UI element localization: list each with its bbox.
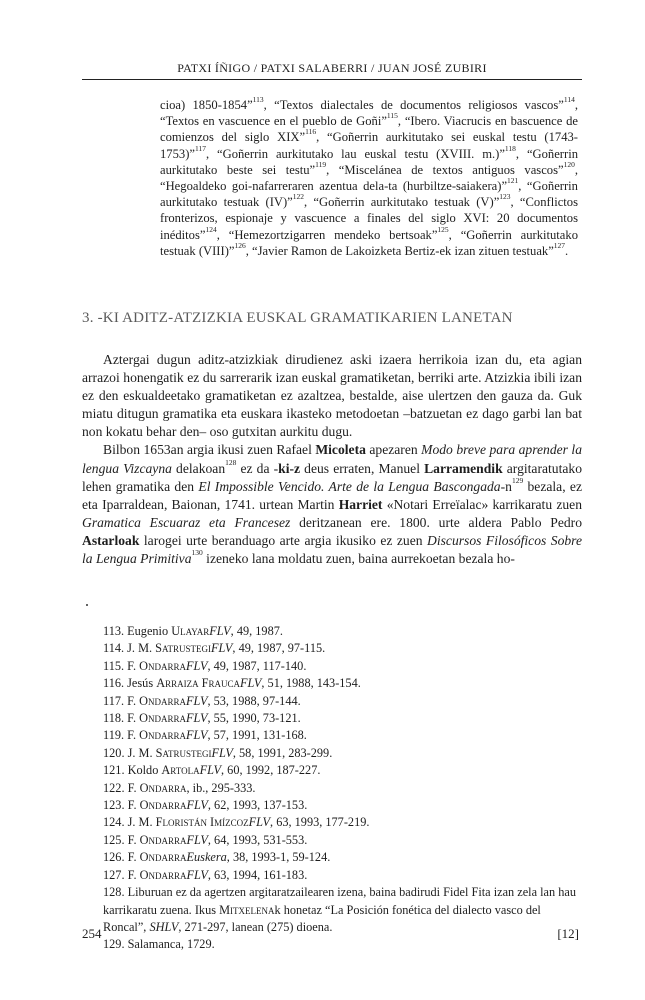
footnote-item: [82, 710, 582, 727]
footnote-details: , 63, 1993, 177-219.: [270, 815, 370, 830]
footnote-author-surname: Ulayar: [171, 624, 210, 638]
footnote-item: [82, 640, 582, 657]
page-number: 254: [82, 926, 102, 941]
footnote-128: 128. Liburuan ez da agertzen argitaratzailearen izena, baina badirudi Fidel Fita izan zela lan hau karrikaratu zuena. Ikus Mitxelenak honetaz “La Posición fonética del dialecto vasco del Roncal”, SHLV, 271-297, lanean (275) dioena.: [103, 885, 576, 934]
footnote-author-surname: Satrustegi: [155, 745, 212, 760]
footnote-details: , 64, 1993, 531-553.: [207, 832, 308, 847]
page-bracket-number: [12]: [557, 926, 579, 941]
footnotes: [82, 623, 582, 954]
footnote-author-first: F.: [127, 728, 140, 743]
footnote-author-surname: Ondarra: [139, 798, 187, 813]
title-gramatica-escuaraz: Gramatica Escuaraz eta Francesez: [82, 514, 291, 530]
footnote-ref-130: 130: [191, 548, 203, 558]
title-discursos: Discursos Filosóficos Sobre la Lengua Primitiva: [82, 532, 582, 567]
footnote-ref-128: 128: [225, 457, 237, 467]
footnote-number: 127.: [103, 867, 128, 882]
footnote-author-surname: Ondarra: [139, 711, 187, 726]
footnote-item: [82, 727, 582, 744]
footnote-number: 114.: [103, 641, 128, 656]
footnote-author-first: Eugenio: [127, 624, 172, 638]
footnote-item: [82, 623, 582, 640]
footnote-journal: FLV: [186, 832, 208, 847]
footnote-journal: FLV: [186, 711, 208, 726]
footnote-number: 123.: [103, 798, 128, 813]
footnote-author-first: Koldo: [127, 763, 162, 778]
footnote-author-surname: Artola: [161, 763, 200, 778]
footnote-number: 115.: [103, 658, 128, 673]
footnote-details: , 60, 1992, 187-227.: [221, 763, 321, 778]
footnote-number: 113.: [103, 624, 128, 638]
footnote-details: , 63, 1994, 161-183.: [207, 867, 308, 882]
footnote-author-surname: Ondarra: [139, 867, 187, 882]
footnote-number: 120.: [103, 745, 128, 760]
suffix-ki: ki-z: [278, 460, 301, 476]
footnote-author-surname: Floristán Imízcoz: [155, 815, 249, 830]
footnote-author-first: F.: [127, 658, 140, 673]
footnote-details: , 62, 1993, 137-153.: [207, 798, 308, 813]
footnote-author-surname: Ondarra: [139, 693, 187, 708]
footnote-author-first: Jesús: [127, 676, 157, 691]
footnote-author-first: F.: [127, 711, 140, 726]
footnote-details: , 38, 1993-1, 59-124.: [226, 850, 331, 865]
footnote-number: 116.: [103, 676, 128, 691]
footnote-details: , 51, 1988, 143-154.: [261, 676, 361, 691]
footnote-item: [82, 814, 582, 831]
footnote-number: 121.: [103, 763, 128, 778]
footnote-journal: FLV: [186, 728, 208, 743]
name-astarloa: Astarloak: [82, 532, 140, 548]
footnote-journal: FLV: [186, 798, 208, 813]
footnote-author-surname: Satrustegi: [155, 641, 212, 656]
footnote-item: [82, 780, 582, 797]
footnote-details: , ib., 295-333.: [186, 780, 256, 795]
footnote-author-surname: Ondarra: [139, 728, 187, 743]
footnote-details: , 57, 1991, 131-168.: [207, 728, 307, 743]
footnote-129: 129. Salamanca, 1729.: [103, 937, 215, 952]
body-text: [82, 351, 582, 568]
name-larramendi: Larramendik: [424, 460, 503, 476]
footnote-item: [82, 693, 582, 710]
footnote-number: 119.: [103, 728, 128, 743]
footnote-item: [82, 797, 582, 814]
footnote-journal: FLV: [248, 815, 271, 830]
footnote-details: , 49, 1987, 97-115.: [232, 641, 326, 656]
quote-text: cioa) 1850-1854”$^{113}$, “Textos dialectales de documentos religiosos vascos”$^{114}$, “Textos en vascuence en el pueblo de Goñi”$^{115}$, “Ibero. Viacrucis en bascuence de comienzos del siglo XIX”$^{116}$, “Goñerrin aurkitutako sei euskal testu (1743-1753)”$^{117}$, “Goñerrin aurkitutako lau euskal testu (XVIII. m.)”$^{118}$, “Goñerrin aurkitutako beste sei testu”$^{119}$, “Miscelánea de textos antiguos vascos”$^{120}$, “Hegoaldeko goi-nafarreraren azentua dela-ta (hurbiltze-saiakera)”$^{121}$, “Goñerrin aurkitutako testuak (IV)”$^{122}$, “Goñerrin aurkitutako testuak (V)”$^{123}$, “Conflictos fronterizos, espionaje y vascuence a finales del siglo XVI: 20 documentos inéditos”$^{124}$, “Hemezortzigarren mendeko bertsoak”$^{125}$, “Goñerrin aurkitutako testuak (VIII)”$^{126}$, “Javier Ramon de Lakoizketa Bertiz-ek izan zituen testuak”$^{127}$.: [160, 95, 579, 258]
footnote-journal: FLV: [240, 676, 262, 691]
section-title: 3. -KI ADITZ-ATZIZKIA EUSKAL GRAMATIKARIEN LANETAN: [82, 310, 513, 326]
footnote-author-first: F.: [127, 798, 140, 813]
footnote-author-surname: Arraiza Frauca: [156, 676, 240, 691]
footnote-details: , 53, 1988, 97-144.: [207, 693, 301, 708]
footnote-journal: FLV: [186, 867, 208, 882]
footnote-item: [82, 745, 582, 762]
name-harriet: Harriet: [338, 496, 383, 512]
footnote-item: [82, 832, 582, 849]
footnote-details: , 58, 1991, 283-299.: [232, 745, 333, 760]
footnote-details: , 49, 1987, 117-140.: [207, 658, 307, 673]
footnote-author-surname: Ondarra: [139, 780, 187, 795]
footnote-author-first: F.: [127, 867, 140, 882]
footnote-item: [82, 675, 582, 692]
footnote-journal: FLV: [199, 763, 222, 778]
footnote-author-first: F.: [127, 850, 140, 865]
paragraph-2: Bilbon 1653an argia ikusi zuen Rafael Micoleta apezaren Modo breve para aprender la lengua Vizcayna delakoan$^{128}$ ez da -ki-z deus erraten, Manuel Larramendik argitaratutako lehen gramatika den El Impossible Vencido. Arte de la Lengua Bascongada-$n^{129}$ bezala, ez eta Iparraldean, Baionan, 1741. urtean Martin Harriet «Notari Erreïalac» karrikaratu zuen Gramatica Escuaraz eta Francesez deritzanean ere. 1800. urte aldera Pablo Pedro Astarloak larogei urte beranduago arte argia ikusiko ez zuen Discursos Filosóficos Sobre la Lengua Primitiva$^{130}$ izeneko lana moldatu zuen, baina aurrekoetan bezala ho-: [82, 442, 583, 567]
footnote-journal: FLV: [186, 658, 208, 673]
footnote-author-surname: Ondarra: [139, 832, 187, 847]
running-head: PATXI ÍÑIGO / PATXI SALABERRI / JUAN JOSÉ ZUBIRI: [177, 61, 487, 75]
footnote-author-first: F.: [127, 693, 140, 708]
separator-dot: [86, 604, 88, 606]
footnote-number: 125.: [103, 832, 128, 847]
footnote-author-first: F.: [127, 780, 140, 795]
footnote-author-surname: Ondarra: [139, 658, 187, 673]
quoted-list-paragraph: [160, 97, 578, 259]
footnote-journal: FLV: [209, 624, 231, 638]
footnote-ref-129: 129: [511, 475, 524, 485]
footnote-journal: Euskera: [186, 850, 227, 865]
footnote-item: [82, 849, 582, 866]
paragraph-1: Aztergai dugun aditz-atzizkiak dirudienez aski izaera herrikoia izan du, eta agian arrazoi honengatik ez du sarrerarik izan euskal gramatiketan, berriki arte. Atzizkia ibili izan ez den eskualdeetako gramatiketan ez azaltzea, bestalde, aise ulertzen den gauza da. Guk miatu ditugun gramatika eta euskara ikasteko metodoetan –batzuetan ez dago garbi lan bat non kokatu behar den– oso gutxitan aurkitu dugu.: [82, 352, 582, 440]
footnote-item: [82, 762, 582, 779]
name-micoleta: Micoleta: [315, 442, 366, 458]
footnote-author-first: J. M.: [127, 641, 156, 656]
footnote-number: 117.: [103, 693, 128, 708]
footnote-journal: FLV: [211, 745, 233, 760]
title-modo-breve: Modo breve para aprender la lengua Vizcayna: [82, 442, 582, 476]
footnote-item: [82, 867, 582, 884]
footnote-author-first: J. M.: [127, 745, 156, 760]
title-impossible-vencido: El Impossible Vencido. Arte de la Lengua Bascongada: [198, 478, 501, 494]
footnote-author-first: F.: [127, 832, 140, 847]
header-rule: [82, 79, 582, 80]
footnote-item: [82, 658, 582, 675]
footnote-journal: FLV: [211, 641, 233, 656]
footnote-author-surname: Ondarra: [139, 850, 187, 865]
footnote-author-first: J. M.: [127, 815, 156, 830]
footnote-list: [82, 623, 582, 884]
footnote-number: 118.: [103, 711, 128, 726]
footnote-journal: FLV: [186, 693, 208, 708]
footnote-details: , 49, 1987.: [230, 624, 283, 638]
footnote-number: 124.: [103, 815, 128, 830]
footnote-details: , 55, 1990, 73-121.: [207, 711, 301, 726]
footnote-number: 122.: [103, 780, 128, 795]
footnote-number: 126.: [103, 850, 128, 865]
